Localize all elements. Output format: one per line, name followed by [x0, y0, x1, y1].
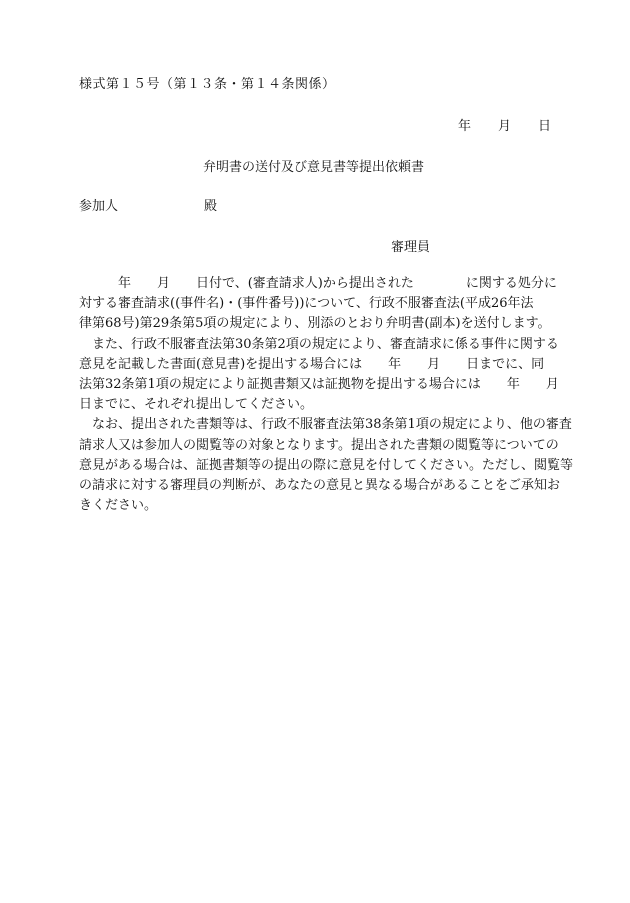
body-line: の請求に対する審理員の判断が、あなたの意見と異なる場合があることをご承知お	[79, 478, 561, 494]
sender-title: 審理員	[391, 240, 431, 255]
body-line: 請求人又は参加人の閲覧等の対象となります。提出された書類の閲覧等についての	[79, 437, 559, 453]
body-text	[79, 274, 574, 516]
date-month-label: 月	[498, 119, 512, 134]
body-line: また、行政不服審査法第30条第2項の規定により、審査請求に係る事件に関する	[79, 336, 559, 352]
body-line: なお、提出された書類等は、行政不服審査法第38条第1項の規定により、他の審査	[79, 417, 572, 433]
form-number: 様式第１５号（第１３条・第１４条関係）	[79, 77, 336, 92]
body-line: 法第32条第1項の規定により証拠書類又は証拠物を提出する場合には 年 月	[79, 377, 559, 393]
body-line: 律第68号)第29条第5項の規定により、別添のとおり弁明書(副本)を送付します。	[79, 316, 551, 332]
body-line: 日までに、それぞれ提出してください。	[79, 397, 314, 413]
recipient-honorific: 殿	[204, 199, 218, 214]
body-line: きください。	[79, 498, 158, 514]
body-line: 意見がある場合は、証拠書類等の提出の際に意見を付してください。ただし、閲覧等	[79, 457, 574, 473]
date-day-label: 日	[538, 119, 552, 134]
document-title: 弁明書の送付及び意見書等提出依頼書	[203, 160, 425, 175]
body-line: 意見を記載した書面(意見書)を提出する場合には 年 月 日までに、同	[79, 356, 545, 372]
body-line: 年 月 日付で、(審査請求人)から提出された に関する処分に	[79, 276, 557, 291]
body-line: 対する審査請求((事件名)・(事件番号))について、行政不服審査法(平成26年法	[79, 296, 534, 312]
date-year-label: 年	[458, 119, 472, 134]
recipient-role: 参加人	[79, 199, 119, 214]
